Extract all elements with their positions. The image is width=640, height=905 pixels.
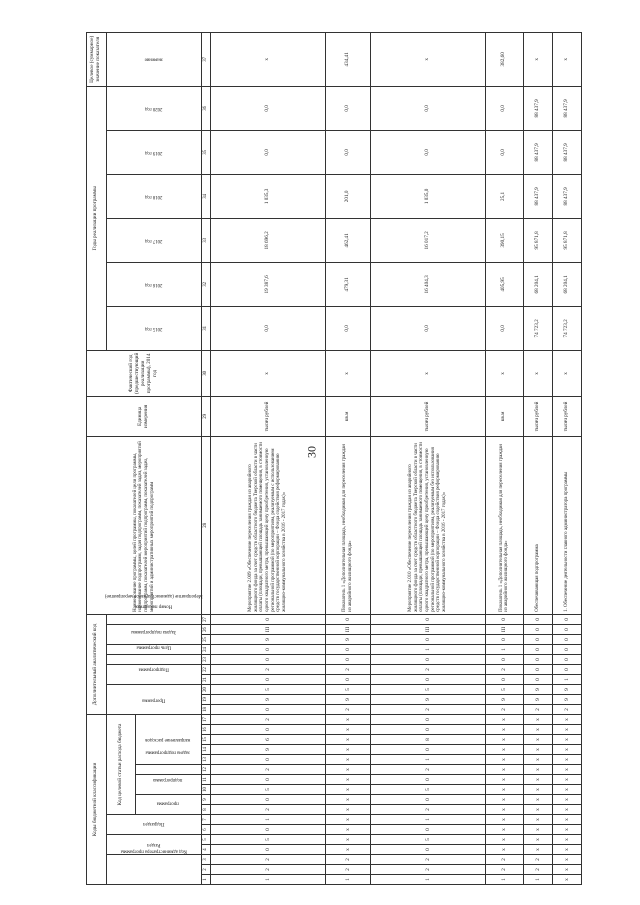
code-cell: 9 <box>211 745 326 755</box>
year-value-cell: 95 871,8 <box>523 218 552 262</box>
year-value-cell: 88 437,9 <box>523 86 552 130</box>
header-value: значение <box>106 32 201 86</box>
code-cell: 9 <box>485 695 523 705</box>
code-cell: 5 <box>370 685 485 695</box>
table-row <box>325 32 370 884</box>
column-number: 16 <box>201 725 210 735</box>
column-number: 37 <box>201 32 210 86</box>
code-cell: 0 <box>211 755 326 765</box>
code-cell: 2 <box>370 705 485 715</box>
code-cell: 0 <box>552 614 581 624</box>
code-cell: 9 <box>211 695 326 705</box>
column-number: 34 <box>201 174 210 218</box>
fact-year-cell: x <box>552 350 581 396</box>
year-value-cell: 74 723,2 <box>523 306 552 350</box>
code-cell: x <box>325 805 370 815</box>
header-fact-year: Фактический год (предшествующий реализации программы), 2014 год <box>87 350 202 396</box>
code-cell: x <box>552 845 581 855</box>
code-cell: 2 <box>485 865 523 875</box>
code-cell: x <box>485 805 523 815</box>
table-row <box>211 32 326 884</box>
code-cell: 2 <box>370 805 485 815</box>
header-zadacha: задача подпрограммы <box>135 765 201 775</box>
header-unit: Единица измерения <box>87 396 202 436</box>
year-value-cell: 0,0 <box>485 86 523 130</box>
code-cell: 2 <box>211 715 326 725</box>
code-cell: 0 <box>523 614 552 624</box>
header-year-2020: 2020 год <box>106 86 201 130</box>
code-cell: 0 <box>485 655 523 665</box>
column-number: 32 <box>201 262 210 306</box>
code-cell: 2 <box>325 665 370 675</box>
code-cell: 2 <box>370 665 485 675</box>
code-cell: x <box>552 795 581 805</box>
header-row-1 <box>87 32 107 884</box>
code-cell: 2 <box>552 705 581 715</box>
code-cell: 1 <box>325 875 370 885</box>
code-cell: x <box>523 835 552 845</box>
column-number: 14 <box>201 745 210 755</box>
header-name: Наименование программы, целей программы, показателей цели программы, наименование подпрограмм, задач подпрограмм, показателей задач, мероприятий подпрограмм, показателей мероприятий подпрограмм, показателей задач, мероприятий и административных мероприятий подпрограмм <box>87 436 202 614</box>
header-extra-code: Дополнительный аналитический код <box>87 614 107 714</box>
header-nomer: Номер показателя <box>106 614 201 624</box>
code-cell: x <box>552 875 581 885</box>
column-number: 31 <box>201 306 210 350</box>
code-cell: 1 <box>485 875 523 885</box>
code-cell: 5 <box>211 785 326 795</box>
column-number: 20 <box>201 685 210 695</box>
code-cell: 2 <box>523 865 552 875</box>
code-cell: 1 <box>370 815 485 825</box>
year-value-cell: 0,0 <box>370 130 485 174</box>
code-cell: x <box>325 835 370 845</box>
table-rotator <box>86 37 582 885</box>
unit-cell: тысяч рублей <box>552 396 581 436</box>
target-value-cell: x <box>552 32 581 86</box>
code-cell: 2 <box>211 855 326 865</box>
year-value-cell: 0,0 <box>211 306 326 350</box>
code-cell: x <box>552 715 581 725</box>
header-year-2017: 2017 год <box>106 218 201 262</box>
year-value-cell: 88 437,9 <box>552 86 581 130</box>
column-number: 13 <box>201 755 210 765</box>
table-row <box>370 32 485 884</box>
target-value-cell: 434,41 <box>325 32 370 86</box>
code-cell: x <box>485 795 523 805</box>
code-cell: 0 <box>552 625 581 635</box>
code-cell: x <box>523 775 552 785</box>
column-number: 33 <box>201 218 210 262</box>
code-cell: 0 <box>370 715 485 725</box>
code-cell: x <box>485 845 523 855</box>
page-number: 30 <box>304 446 319 458</box>
code-cell: x <box>552 725 581 735</box>
column-number: 36 <box>201 86 210 130</box>
year-value-cell: 88 437,9 <box>552 130 581 174</box>
code-cell: 0 <box>370 614 485 624</box>
code-cell: x <box>325 715 370 725</box>
year-value-cell: 0,0 <box>485 130 523 174</box>
table-row <box>552 32 581 884</box>
code-cell: x <box>552 775 581 785</box>
code-cell: x <box>523 815 552 825</box>
code-cell: x <box>485 715 523 725</box>
code-cell: 0 <box>211 845 326 855</box>
header-year-2018: 2018 год <box>106 174 201 218</box>
column-number: 19 <box>201 695 210 705</box>
year-value-cell: 1 035,3 <box>211 174 326 218</box>
code-cell: x <box>523 795 552 805</box>
code-cell: 9 <box>370 695 485 705</box>
code-cell: 9 <box>211 635 326 645</box>
code-cell: 2 <box>485 665 523 675</box>
code-cell: x <box>485 785 523 795</box>
fact-year-cell: x <box>485 350 523 396</box>
code-cell: 0 <box>485 614 523 624</box>
code-cell: 0 <box>370 635 485 645</box>
column-number: 3 <box>201 855 210 865</box>
unit-cell: тысяч рублей <box>523 396 552 436</box>
code-cell: 0 <box>523 645 552 655</box>
year-value-cell: 16 017,2 <box>370 218 485 262</box>
column-number: 7 <box>201 815 210 825</box>
code-cell: 5 <box>485 685 523 695</box>
column-number: 26 <box>201 625 210 635</box>
code-cell: 0 <box>211 725 326 735</box>
code-cell: 0 <box>325 655 370 665</box>
code-cell: x <box>325 785 370 795</box>
unit-cell: тысяч рублей <box>370 396 485 436</box>
column-number-row <box>201 32 210 884</box>
code-cell: 5 <box>325 685 370 695</box>
column-number: 23 <box>201 655 210 665</box>
code-cell: 2 <box>211 665 326 675</box>
year-value-cell: 74 723,2 <box>552 306 581 350</box>
code-cell: 0 <box>370 745 485 755</box>
column-number: 12 <box>201 765 210 775</box>
year-value-cell: 0,0 <box>211 130 326 174</box>
code-cell: 0 <box>523 625 552 635</box>
code-cell: x <box>523 745 552 755</box>
code-cell: x <box>552 765 581 775</box>
code-cell: x <box>325 825 370 835</box>
code-cell: 2 <box>211 805 326 815</box>
header-podrazdel: Подраздел <box>106 815 201 835</box>
year-value-cell: 88 437,9 <box>523 130 552 174</box>
name-cell: Обеспечивающая подпрограмма <box>523 436 552 614</box>
code-cell: 2 <box>370 765 485 775</box>
code-cell: x <box>325 775 370 785</box>
code-cell: 0 <box>325 645 370 655</box>
code-cell: 1 <box>370 645 485 655</box>
code-cell: x <box>325 845 370 855</box>
header-years: Годы реализации программы <box>87 86 107 350</box>
target-value-cell: x <box>523 32 552 86</box>
column-number: 22 <box>201 665 210 675</box>
code-cell: 0 <box>552 645 581 655</box>
column-number: 18 <box>201 705 210 715</box>
code-cell: x <box>523 825 552 835</box>
code-cell: 0 <box>523 675 552 685</box>
year-value-cell: 95 871,8 <box>552 218 581 262</box>
code-cell: 1 <box>211 815 326 825</box>
year-value-cell: 25,1 <box>485 174 523 218</box>
code-cell: x <box>552 835 581 845</box>
code-cell: x <box>552 865 581 875</box>
unit-cell: кв.м <box>485 396 523 436</box>
year-value-cell: 0,0 <box>325 86 370 130</box>
year-value-cell: 479,31 <box>325 262 370 306</box>
year-value-cell: 68 204,1 <box>552 262 581 306</box>
column-number: 21 <box>201 675 210 685</box>
code-cell: 2 <box>370 865 485 875</box>
code-cell: 9 <box>325 695 370 705</box>
header-year-2019: 2019 год <box>106 130 201 174</box>
column-number: 9 <box>201 795 210 805</box>
year-value-cell: 88 437,9 <box>552 174 581 218</box>
code-cell: 1 <box>211 875 326 885</box>
unit-cell: тысяч рублей <box>211 396 326 436</box>
code-cell: 2 <box>325 705 370 715</box>
code-cell: x <box>485 815 523 825</box>
code-cell: x <box>485 725 523 735</box>
year-value-cell: 390,15 <box>485 218 523 262</box>
code-cell: 0 <box>370 845 485 855</box>
code-cell: x <box>485 775 523 785</box>
code-cell: 0 <box>325 675 370 685</box>
table-row <box>485 32 523 884</box>
column-number: 10 <box>201 785 210 795</box>
year-value-cell: 68 204,1 <box>523 262 552 306</box>
code-cell: x <box>485 735 523 745</box>
code-cell: x <box>552 735 581 745</box>
code-cell: x <box>552 805 581 815</box>
code-cell: 5 <box>211 685 326 695</box>
code-cell: x <box>552 815 581 825</box>
column-number: 5 <box>201 835 210 845</box>
code-cell: 1 <box>485 645 523 655</box>
code-cell: x <box>325 745 370 755</box>
year-value-cell: 19 387,6 <box>211 262 326 306</box>
program-table <box>86 32 582 885</box>
header-zadacha2: Задача подпрограммы <box>106 645 201 655</box>
code-cell: x <box>523 725 552 735</box>
name-cell: Показатель 1 «Дополнительная площадь, необходимая для переселения граждан из аварийного жилищного фонда» <box>325 436 370 614</box>
code-cell: 0 <box>523 635 552 645</box>
column-number: 28 <box>201 436 210 614</box>
code-cell: 5 <box>211 835 326 845</box>
code-cell: 8 <box>370 735 485 745</box>
code-cell: x <box>552 785 581 795</box>
column-number: 35 <box>201 130 210 174</box>
name-cell: Мероприятие 2.010 «Обеспечение переселения граждан из аварийного жилищного фонда за счет средств областного бюджета Тверской области в части оплаты (площади, превышающей площадь занимаемого помещения, в стоимости одного квадратного метра, превышающей цену приобретения, установленную региональной программой (по мероприятиям, реализуемым без использования средств государственной корпорации – Фонда содействия реформированию жилищно-коммунального хозяйства в 2016 - 2017 годах)» <box>370 436 485 614</box>
code-cell: x <box>523 765 552 775</box>
year-value-cell: 0,0 <box>325 130 370 174</box>
code-cell: 0 <box>485 675 523 685</box>
code-cell: 0 <box>370 725 485 735</box>
target-value-cell: x <box>211 32 326 86</box>
rotated-table-sheet <box>86 37 582 885</box>
code-cell: x <box>552 745 581 755</box>
code-cell: 0 <box>370 775 485 785</box>
column-number: 4 <box>201 845 210 855</box>
code-cell: x <box>325 815 370 825</box>
code-cell: 1 <box>552 675 581 685</box>
year-value-cell: 16 404,3 <box>370 262 485 306</box>
year-value-cell: 0,0 <box>325 306 370 350</box>
code-cell: x <box>325 735 370 745</box>
code-cell: x <box>485 765 523 775</box>
unit-cell: кв.м <box>325 396 370 436</box>
year-value-cell: 0,0 <box>370 306 485 350</box>
column-number: 1 <box>201 875 210 885</box>
header-podprogramma2: Подпрограмма <box>106 665 201 685</box>
code-cell: 2 <box>370 855 485 865</box>
fact-year-cell: x <box>211 350 326 396</box>
column-number: 27 <box>201 614 210 624</box>
header-napr: направление расходов <box>135 715 201 765</box>
column-number: 30 <box>201 350 210 396</box>
code-cell: 0 <box>211 655 326 665</box>
year-value-cell: 88 437,9 <box>523 174 552 218</box>
year-value-cell: 462,41 <box>325 218 370 262</box>
header-razdel: Раздел <box>106 835 201 855</box>
code-cell: x <box>485 755 523 765</box>
code-cell: x <box>485 835 523 845</box>
code-cell: 1 <box>370 875 485 885</box>
name-cell: 1. Обеспечение деятельности главного администратора программы <box>552 436 581 614</box>
code-cell: x <box>485 745 523 755</box>
year-value-cell: 0,0 <box>211 86 326 130</box>
code-cell: 2 <box>325 865 370 875</box>
year-value-cell: 1 035,0 <box>370 174 485 218</box>
code-cell: x <box>523 785 552 795</box>
header-year-2015: 2015 год <box>106 306 201 350</box>
target-value-cell: x <box>370 32 485 86</box>
code-cell: 0 <box>485 635 523 645</box>
code-cell: 6 <box>211 735 326 745</box>
header-meropr: Мероприятие (административное мероприятие) <box>106 625 201 645</box>
code-cell: III <box>485 625 523 635</box>
code-cell: 2 <box>523 705 552 715</box>
header-year-2016: 2016 год <box>106 262 201 306</box>
fact-year-cell: x <box>370 350 485 396</box>
code-cell: 0 <box>552 665 581 675</box>
year-value-cell: 201,0 <box>325 174 370 218</box>
code-cell: x <box>523 805 552 815</box>
column-number: 6 <box>201 825 210 835</box>
code-cell: 0 <box>211 705 326 715</box>
code-cell: 0 <box>211 775 326 785</box>
table-row <box>523 32 552 884</box>
code-cell: x <box>552 755 581 765</box>
year-value-cell: 0,0 <box>370 86 485 130</box>
code-cell: x <box>552 825 581 835</box>
header-podprogramma: подпрограмма <box>135 775 201 795</box>
column-number: 8 <box>201 805 210 815</box>
code-cell: III <box>370 625 485 635</box>
code-cell: x <box>325 795 370 805</box>
code-cell: x <box>325 725 370 735</box>
header-kbk: Коды бюджетной классификации <box>87 715 107 885</box>
code-cell: 0 <box>211 614 326 624</box>
name-cell: Мероприятие 2.009 «Обеспечение переселения граждан из аварийного жилищного фонда за счет средств областного бюджета Тверской области в части оплаты (площади, превышающей площадь занимаемого помещения, в стоимости одного квадратного метра, превышающей цену приобретения, установленную региональной программой (по мероприятиям, реализуемым с использованием средств государственной корпорации – Фонда содействия реформированию жилищно-коммунального хозяйства в 2016 - 2017 годах)» <box>211 436 326 614</box>
code-cell: 0 <box>523 665 552 675</box>
code-cell: x <box>552 855 581 865</box>
column-number: 11 <box>201 775 210 785</box>
code-cell: III <box>211 625 326 635</box>
header-kcsr: Код целевой статьи расхода бюджета <box>106 715 135 815</box>
code-cell: 5 <box>370 835 485 845</box>
code-cell: 9 <box>552 695 581 705</box>
column-number: 2 <box>201 865 210 875</box>
code-cell: 0 <box>211 795 326 805</box>
year-value-cell: 18 696,2 <box>211 218 326 262</box>
code-cell: 0 <box>370 655 485 665</box>
code-cell: 0 <box>552 635 581 645</box>
code-cell: 2 <box>211 865 326 875</box>
code-cell: x <box>325 755 370 765</box>
code-cell: x <box>523 755 552 765</box>
code-cell: 0 <box>370 825 485 835</box>
code-cell: x <box>325 765 370 775</box>
code-cell: 2 <box>325 855 370 865</box>
code-cell: 2 <box>211 765 326 775</box>
code-cell: 9 <box>552 685 581 695</box>
code-cell: x <box>485 825 523 835</box>
header-cel: Цель программы <box>106 655 201 665</box>
code-cell: 0 <box>211 645 326 655</box>
code-cell: x <box>523 735 552 745</box>
code-cell: 9 <box>523 695 552 705</box>
column-number: 17 <box>201 715 210 725</box>
year-value-cell: 0,0 <box>485 306 523 350</box>
fact-year-cell: x <box>325 350 370 396</box>
code-cell: 1 <box>370 755 485 765</box>
name-cell: Показатель 1 «Дополнительная площадь, необходимая для переселения граждан из аварийного жилищного фонда» <box>485 436 523 614</box>
code-cell: 0 <box>325 614 370 624</box>
code-cell: 0 <box>370 795 485 805</box>
code-cell: III <box>325 625 370 635</box>
header-programma: программа <box>135 795 201 815</box>
code-cell: 0 <box>370 675 485 685</box>
code-cell: x <box>523 845 552 855</box>
header-target: Целевое (суммарное) значение показателя <box>87 32 107 86</box>
code-cell: 0 <box>552 655 581 665</box>
year-value-cell: 405,95 <box>485 262 523 306</box>
fact-year-cell: x <box>523 350 552 396</box>
code-cell: 0 <box>523 655 552 665</box>
code-cell: 9 <box>325 635 370 645</box>
header-programma2: Программа <box>106 685 201 715</box>
target-value-cell: 382,60 <box>485 32 523 86</box>
code-cell: 1 <box>523 875 552 885</box>
column-number: 15 <box>201 735 210 745</box>
code-cell: x <box>523 715 552 725</box>
code-cell: 0 <box>211 675 326 685</box>
column-number: 25 <box>201 635 210 645</box>
code-cell: 2 <box>523 855 552 865</box>
code-cell: 5 <box>370 785 485 795</box>
column-number: 29 <box>201 396 210 436</box>
column-number: 24 <box>201 645 210 655</box>
code-cell: 2 <box>485 705 523 715</box>
code-cell: 0 <box>211 825 326 835</box>
header-admin: Код администратора программы <box>106 855 201 885</box>
code-cell: 2 <box>485 855 523 865</box>
code-cell: 9 <box>523 685 552 695</box>
